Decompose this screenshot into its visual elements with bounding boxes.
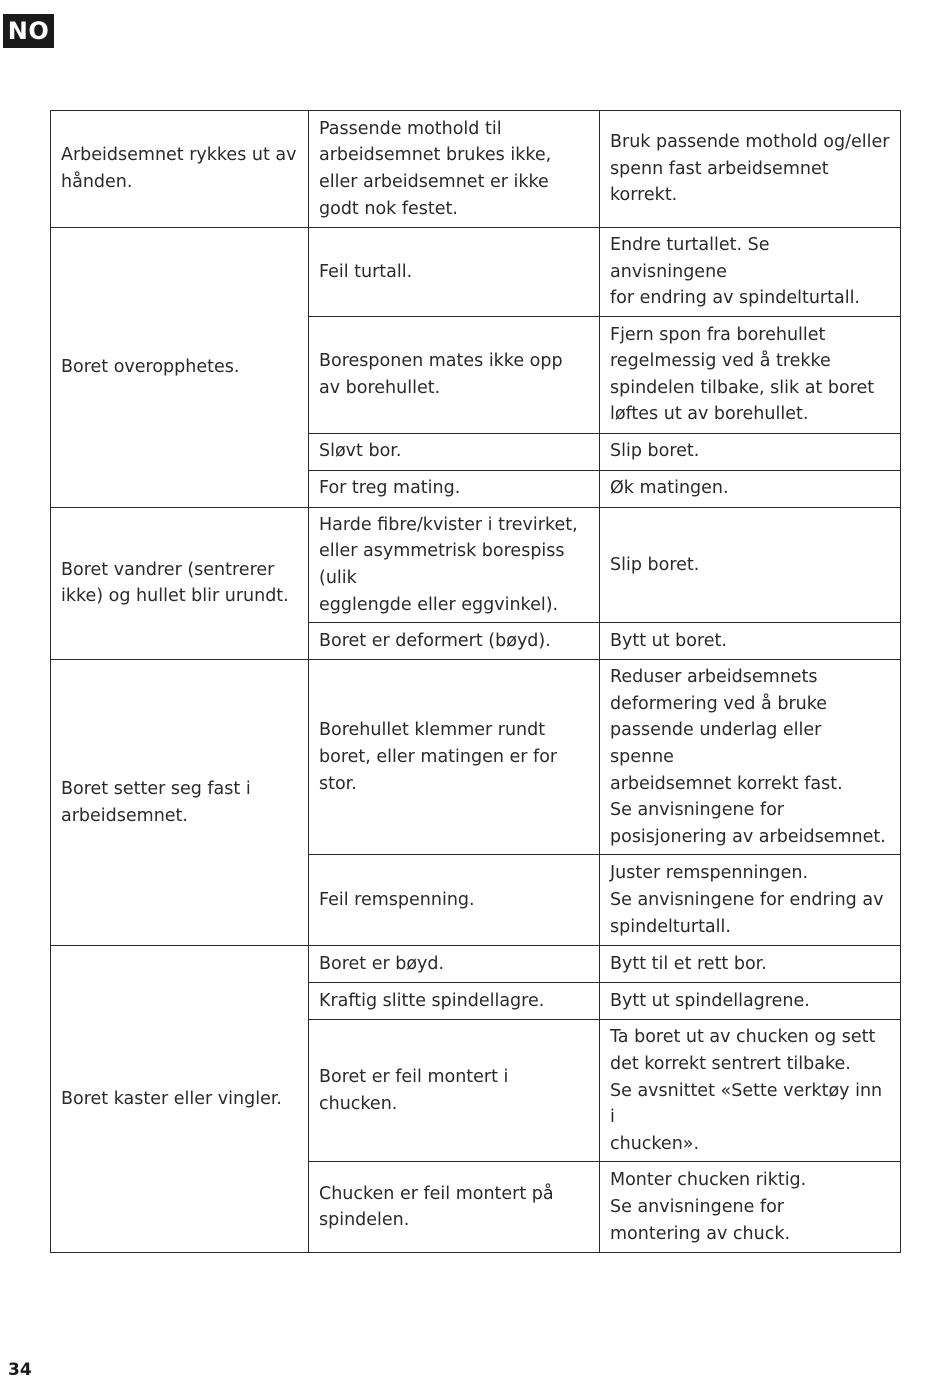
cause-cell: Boret er bøyd. bbox=[309, 946, 600, 983]
table-row bbox=[51, 111, 901, 228]
remedy-cell: Bytt ut boret. bbox=[600, 623, 901, 660]
cause-cell: Boresponen mates ikke opp av borehullet. bbox=[309, 316, 600, 433]
remedy-cell: Bruk passende mothold og/eller spenn fast arbeidsemnet korrekt. bbox=[600, 111, 901, 228]
remedy-cell: Fjern spon fra borehullet regelmessig ved å trekke spindelen tilbake, slik at boret løftes ut av borehullet. bbox=[600, 316, 901, 433]
remedy-cell: Bytt til et rett bor. bbox=[600, 946, 901, 983]
cause-cell: Boret er deformert (bøyd). bbox=[309, 623, 600, 660]
remedy-cell: Monter chucken riktig. Se anvisningene for montering av chuck. bbox=[600, 1162, 901, 1253]
problem-cell: Boret setter seg fast i arbeidsemnet. bbox=[51, 660, 309, 946]
cause-cell: Sløvt bor. bbox=[309, 433, 600, 470]
cause-cell: Passende mothold til arbeidsemnet brukes ikke, eller arbeidsemnet er ikke godt nok festet. bbox=[309, 111, 600, 228]
cause-cell: Feil turtall. bbox=[309, 228, 600, 317]
cause-cell: Borehullet klemmer rundt boret, eller matingen er for stor. bbox=[309, 660, 600, 855]
problem-cell: Arbeidsemnet rykkes ut av hånden. bbox=[51, 111, 309, 228]
page-number: 34 bbox=[8, 1360, 32, 1380]
remedy-cell: Endre turtallet. Se anvisningene for endring av spindelturtall. bbox=[600, 228, 901, 317]
table-row bbox=[51, 660, 901, 855]
remedy-cell: Bytt ut spindellagrene. bbox=[600, 983, 901, 1020]
problem-cell: Boret vandrer (sentrerer ikke) og hullet blir urundt. bbox=[51, 507, 309, 659]
table-row bbox=[51, 228, 901, 317]
language-badge: NO bbox=[3, 14, 54, 48]
problem-cell: Boret kaster eller vingler. bbox=[51, 946, 309, 1253]
troubleshooting-table bbox=[50, 110, 901, 1253]
table-row bbox=[51, 946, 901, 983]
remedy-cell: Slip boret. bbox=[600, 433, 901, 470]
cause-cell: Boret er feil montert i chucken. bbox=[309, 1020, 600, 1162]
cause-cell: Harde fibre/kvister i trevirket, eller asymmetrisk borespiss (ulik egglengde eller eggvinkel). bbox=[309, 507, 600, 622]
remedy-cell: Juster remspenningen. Se anvisningene for endring av spindelturtall. bbox=[600, 855, 901, 946]
cause-cell: Chucken er feil montert på spindelen. bbox=[309, 1162, 600, 1253]
remedy-cell: Øk matingen. bbox=[600, 470, 901, 507]
cause-cell: Feil remspenning. bbox=[309, 855, 600, 946]
remedy-cell: Ta boret ut av chucken og sett det korrekt sentrert tilbake. Se avsnittet «Sette verktøy inn i chucken». bbox=[600, 1020, 901, 1162]
troubleshooting-table-body bbox=[51, 111, 901, 1253]
remedy-cell: Slip boret. bbox=[600, 507, 901, 622]
cause-cell: Kraftig slitte spindellagre. bbox=[309, 983, 600, 1020]
remedy-cell: Reduser arbeidsemnets deformering ved å bruke passende underlag eller spenne arbeidsemnet korrekt fast. Se anvisningene for posisjonering av arbeidsemnet. bbox=[600, 660, 901, 855]
table-row bbox=[51, 507, 901, 622]
cause-cell: For treg mating. bbox=[309, 470, 600, 507]
problem-cell: Boret overopphetes. bbox=[51, 228, 309, 508]
